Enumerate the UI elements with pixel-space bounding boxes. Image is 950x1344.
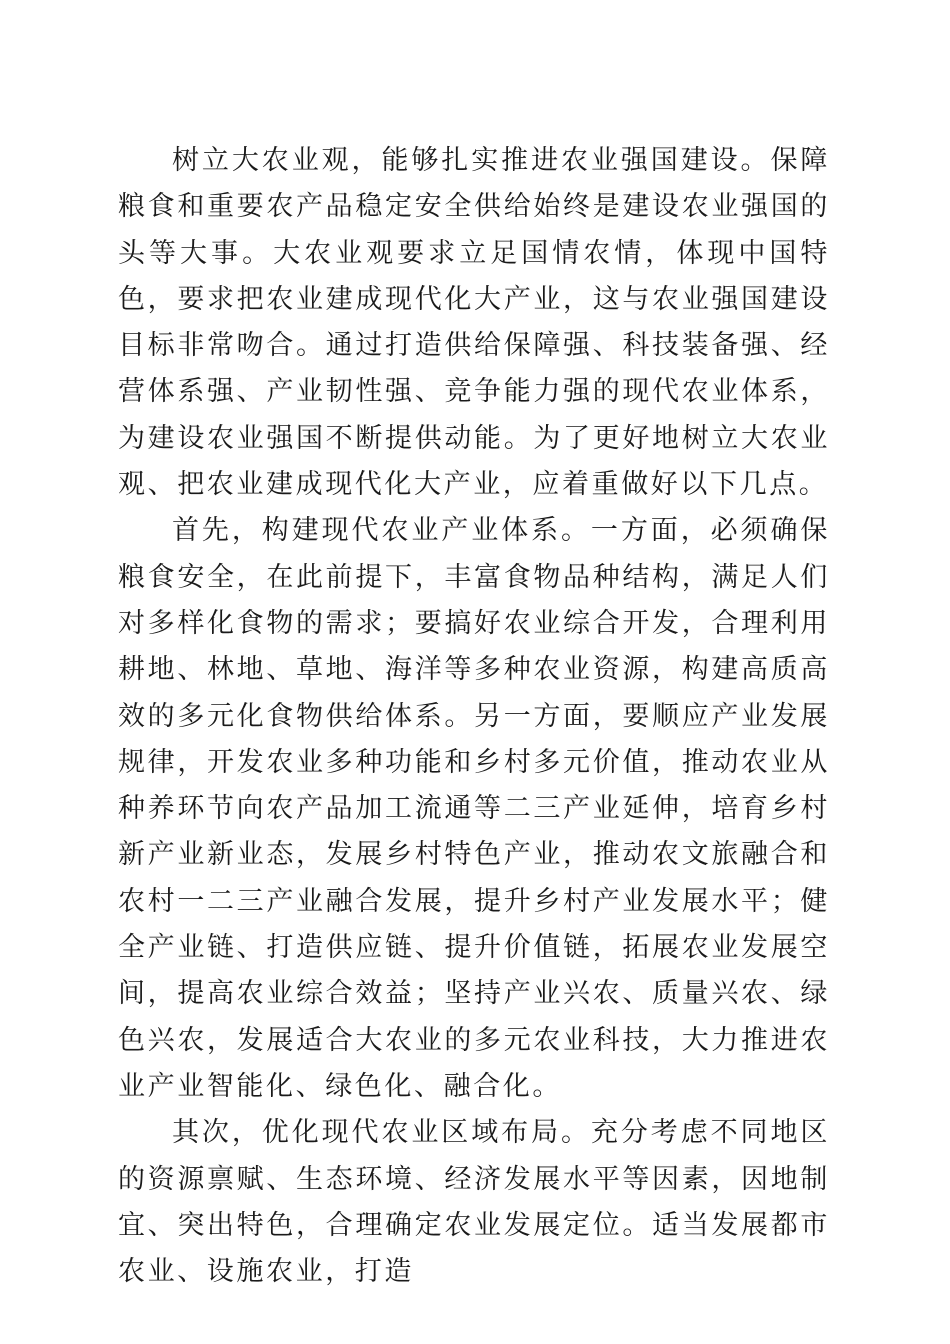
paragraph-3: 其次，优化现代农业区域布局。充分考虑不同地区的资源禀赋、生态环境、经济发展水平等因素，因地制宜、突出特色，合理确定农业发展定位。适当发展都市农业、设施农业，打造 — [118, 1117, 830, 1288]
body-text — [118, 138, 830, 1295]
paragraph-2: 首先，构建现代农业产业体系。一方面，必须确保粮食安全，在此前提下，丰富食物品种结构，满足人们对多样化食物的需求；要搞好农业综合开发，合理利用耕地、林地、草地、海洋等多种农业资源，构建高质高效的多元化食物供给体系。另一方面，要顺应产业发展规律，开发农业多种功能和乡村多元价值，推动农业从种养环节向农产品加工流通等二三产业延伸，培育乡村新产业新业态，发展乡村特色产业，推动农文旅融合和农村一二三产业融合发展，提升乡村产业发展水平；健全产业链、打造供应链、提升价值链，拓展农业发展空间，提高农业综合效益；坚持产业兴农、质量兴农、绿色兴农，发展适合大农业的多元农业科技，大力推进农业产业智能化、绿色化、融合化。 — [118, 515, 830, 1102]
paragraph-1: 树立大农业观，能够扎实推进农业强国建设。保障粮食和重要农产品稳定安全供给始终是建设农业强国的头等大事。大农业观要求立足国情农情，体现中国特色，要求把农业建成现代化大产业，这与农业强国建设目标非常吻合。通过打造供给保障强、科技装备强、经营体系强、产业韧性强、竞争能力强的现代农业体系，为建设农业强国不断提供动能。为了更好地树立大农业观、把农业建成现代化大产业，应着重做好以下几点。 — [118, 145, 830, 501]
